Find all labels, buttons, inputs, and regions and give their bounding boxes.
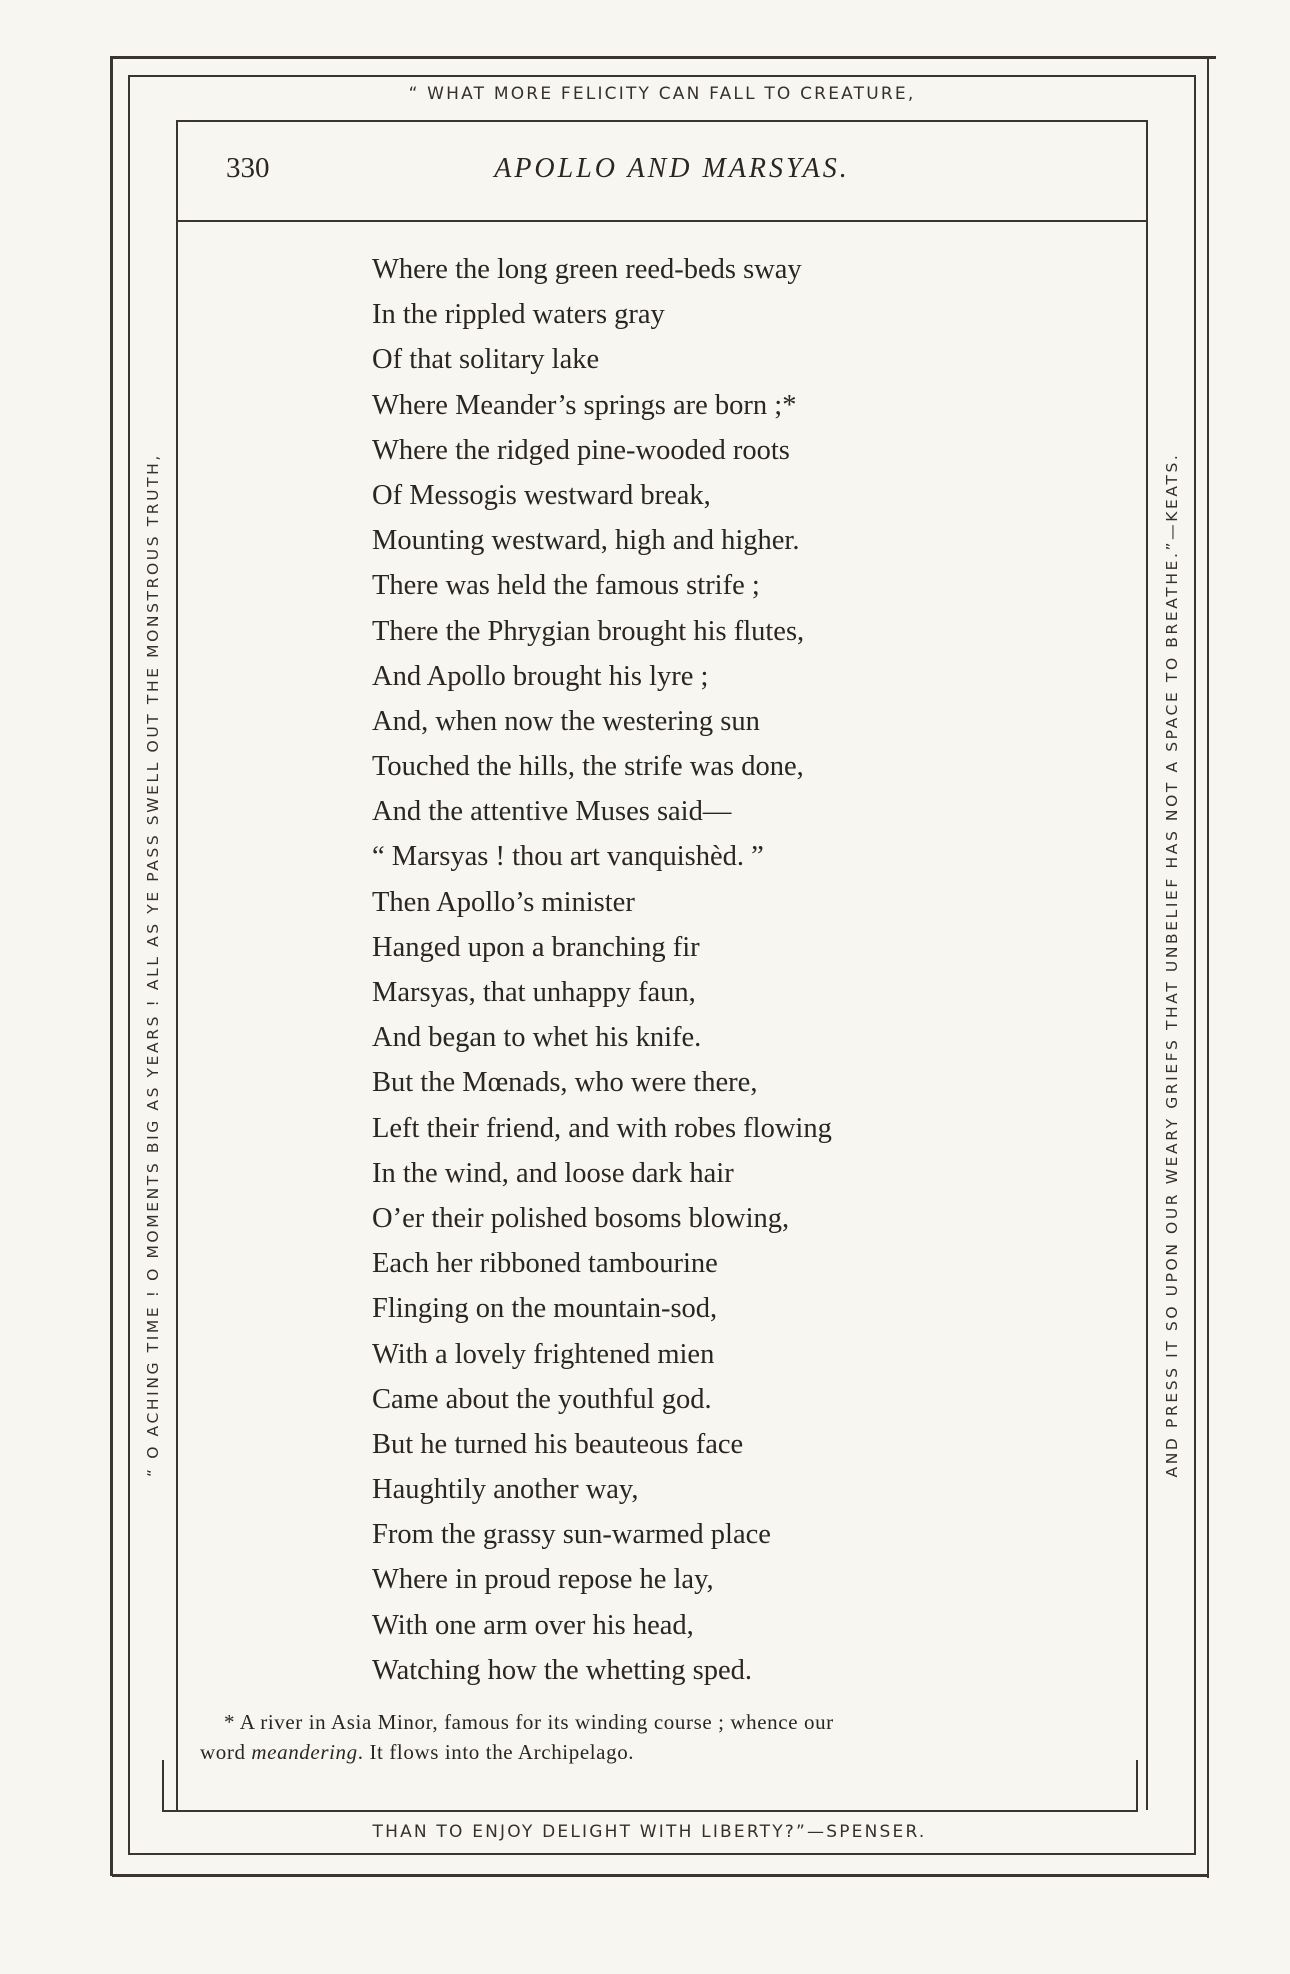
border-quote-left-text: “ O ACHING TIME ! O MOMENTS BIG AS YEARS ! ALL AS YE PASS SWELL OUT THE MONSTROUS TRUTH, [144,453,162,1477]
poem-line: And, when now the westering sun [372,705,760,737]
poem-line: Came about the youthful god. [372,1383,712,1415]
poem-line: O’er their polished bosoms blowing, [372,1202,790,1234]
poem-line: And began to whet his knife. [372,1022,702,1054]
poem-line: Of Messogis westward break, [372,479,711,511]
poem-line: Left their friend, and with robes flowing [372,1112,832,1144]
poem-line: With a lovely frightened mien [372,1338,715,1370]
poem-line: Watching how the whetting sped. [372,1654,753,1686]
text-box-bottom-rule [162,1810,1137,1812]
poem-line: With one arm over his head, [372,1609,694,1641]
poem-line: From the grassy sun-warmed place [372,1519,771,1551]
page-number: 330 [226,152,270,184]
poem-line: Mounting westward, high and higher. [372,525,800,557]
footnote-text: word [200,1740,252,1764]
poem-line: Haughtily another way, [372,1474,639,1506]
poem-line: Hanged upon a branching fir [372,931,700,963]
border-quote-top: “ WHAT MORE FELICITY CAN FALL TO CREATURE, [408,84,916,104]
running-title: APOLLO AND MARSYAS. [494,153,850,184]
poem-line: In the wind, and loose dark hair [372,1157,734,1189]
poem-line: Each her ribboned tambourine [372,1248,718,1280]
footnote-text: . It flows into the Archipelago. [357,1740,635,1764]
border-quote-right-text: AND PRESS IT SO UPON OUR WEARY GRIEFS THAT UNBELIEF HAS NOT A SPACE TO BREATHE.”—KEATS. [1163,452,1181,1478]
poem-line: Then Apollo’s minister [372,886,635,918]
poem-line: Where the long green reed-beds sway [372,254,802,285]
text-box-right-rule [1136,1760,1138,1812]
poem-line: Marsyas, that unhappy faun, [372,977,696,1008]
poem [372,247,832,1693]
text-box-left-rule [162,1760,164,1812]
outer-border-bottom [112,1874,1207,1877]
poem-line: In the rippled waters gray [372,299,665,331]
poem-line: Where Meander’s springs are born ;* [372,389,797,421]
poem-line: Where in proud repose he lay, [372,1564,714,1596]
outer-border-top [110,56,1216,59]
poem-line: Flinging on the mountain-sod, [372,1293,718,1325]
footnote-italic-word: meandering [251,1740,358,1764]
poem-line: Where the ridged pine-wooded roots [372,434,790,466]
outer-border-left [110,56,113,1876]
footnote-line-1: * A river in Asia Minor, famous for its winding course ; whence our [224,1710,834,1734]
border-quote-bottom: THAN TO ENJOY DELIGHT WITH LIBERTY?”—SPENSER. [372,1822,927,1842]
footnote-line-2 [200,1737,1120,1767]
poem-line: And the attentive Muses said— [372,796,732,828]
poem-line: Touched the hills, the strife was done, [372,751,804,783]
poem-line: There the Phrygian brought his flutes, [372,615,805,647]
poem-line: And Apollo brought his lyre ; [372,660,709,692]
footnote [200,1707,1120,1767]
poem-line: Of that solitary lake [372,344,600,376]
header-rule [176,220,1148,222]
poem-line: “ Marsyas ! thou art vanquishèd. ” [372,841,764,873]
poem-line: There was held the famous strife ; [372,570,760,602]
poem-line: But he turned his beauteous face [372,1428,744,1460]
outer-border-right [1207,58,1209,1878]
poem-line: But the Mœnads, who were there, [372,1067,758,1099]
